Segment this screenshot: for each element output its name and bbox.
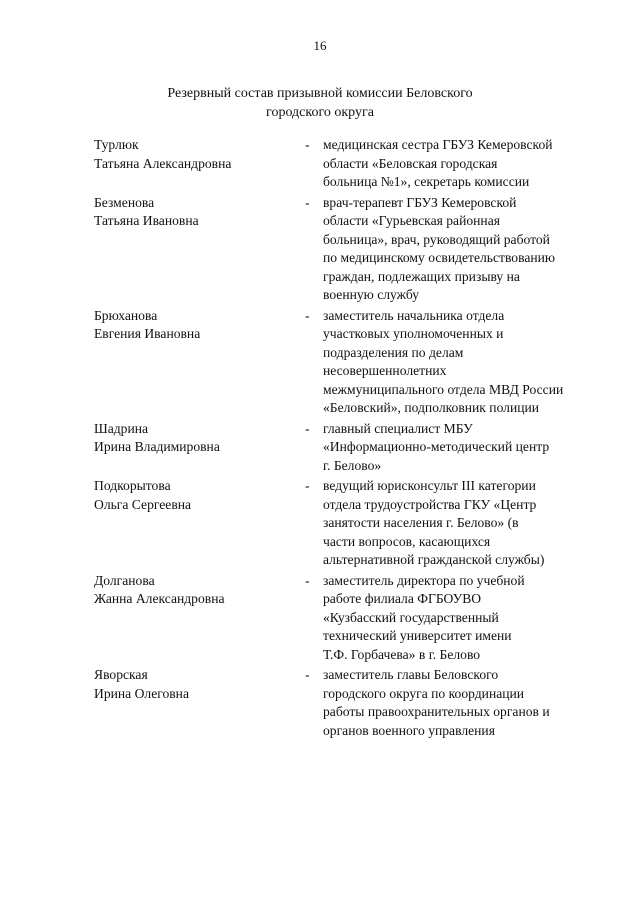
page-number: 16: [313, 38, 327, 53]
member-position: [323, 136, 593, 192]
position-line: военную службу: [323, 287, 420, 302]
position-line: Т.Ф. Горбачева» в г. Белово: [323, 646, 481, 662]
position-line: технический университет имени: [323, 628, 512, 643]
position-line: работе филиала ФГБОУВО: [323, 591, 482, 606]
member-given-names: Ирина Владимировна: [94, 439, 220, 454]
position-line: области «Гурьевская районная: [323, 213, 500, 228]
member-position: [323, 420, 593, 476]
position-line: отдела трудоустройства ГКУ «Центр: [323, 496, 537, 512]
member-position: [323, 477, 593, 570]
position-line: главный специалист МБУ: [323, 420, 473, 436]
member-name: [94, 666, 294, 703]
position-line: городского округа по координации: [323, 685, 525, 701]
member-given-names: Татьяна Александровна: [94, 155, 232, 171]
member-name: [94, 477, 294, 514]
position-line: заместитель главы Беловского: [323, 667, 499, 682]
member-surname: Турлюк: [94, 137, 139, 152]
member-position: [323, 666, 593, 740]
separator-dash: -: [305, 137, 310, 152]
member-given-names: Ирина Олеговна: [94, 685, 189, 701]
position-line: несовершеннолетних: [323, 363, 447, 378]
member-given-names: Жанна Александровна: [94, 591, 225, 606]
member-surname: Брюханова: [94, 307, 158, 323]
position-line: «Кузбасский государственный: [323, 609, 499, 625]
member-surname: Яворская: [94, 667, 148, 682]
member-entry-turlyuk: [0, 136, 640, 192]
position-line: занятости населения г. Белово» (в: [323, 515, 519, 530]
member-name: [94, 194, 294, 231]
position-line: г. Белово»: [323, 457, 382, 473]
separator-dash: -: [305, 572, 310, 588]
title-line-2: городского округа: [266, 105, 374, 120]
position-line: «Беловский», подполковник полиции: [323, 400, 540, 415]
position-line: органов военного управления: [323, 722, 495, 738]
member-entry-dolganova: [0, 572, 640, 665]
position-line: области «Беловская городская: [323, 155, 498, 171]
member-given-names: Евгения Ивановна: [94, 326, 201, 341]
position-line: межмуниципального отдела МВД России: [323, 381, 564, 397]
member-surname: Подкорытова: [94, 478, 171, 493]
member-name: [94, 136, 294, 173]
member-surname: Долганова: [94, 572, 155, 588]
position-line: по медицинскому освидетельствованию: [323, 250, 556, 265]
position-line: альтернативной гражданской службы): [323, 552, 545, 567]
position-line: ведущий юрисконсульт III категории: [323, 478, 536, 493]
member-position: [323, 572, 593, 665]
position-line: заместитель начальника отдела: [323, 307, 505, 323]
members-list: [0, 136, 640, 740]
separator-dash: -: [305, 194, 310, 210]
member-position: [323, 194, 593, 305]
position-line: больница №1», секретарь комиссии: [323, 174, 530, 189]
separator-dash: -: [305, 420, 310, 436]
member-surname: Безменова: [94, 194, 155, 210]
member-entry-bezmenova: [0, 194, 640, 305]
separator-dash: -: [305, 307, 310, 323]
member-entry-yavorskaya: [0, 666, 640, 740]
document-title: [120, 84, 520, 122]
member-name: [94, 420, 294, 457]
separator-dash: -: [305, 478, 310, 493]
member-entry-podkorytova: [0, 477, 640, 570]
member-given-names: Татьяна Ивановна: [94, 213, 199, 228]
position-line: медицинская сестра ГБУЗ Кемеровской: [323, 137, 553, 152]
member-entry-shadrina: [0, 420, 640, 476]
title-line-1: Резервный состав призывной комиссии Беловского: [167, 86, 473, 101]
member-name: [94, 307, 294, 344]
member-surname: Шадрина: [94, 420, 149, 436]
position-line: заместитель директора по учебной: [323, 572, 525, 588]
position-line: больница», врач, руководящий работой: [323, 231, 550, 247]
separator-dash: -: [305, 667, 310, 682]
position-line: граждан, подлежащих призыву на: [323, 268, 520, 284]
position-line: врач-терапевт ГБУЗ Кемеровской: [323, 194, 517, 210]
position-line: «Информационно-методический центр: [323, 439, 550, 454]
position-line: части вопросов, касающихся: [323, 533, 491, 549]
position-line: подразделения по делам: [323, 344, 464, 360]
member-name: [94, 572, 294, 609]
member-entry-bryukhanova: [0, 307, 640, 418]
position-line: участковых уполномоченных и: [323, 326, 504, 341]
member-given-names: Ольга Сергеевна: [94, 496, 192, 512]
position-line: работы правоохранительных органов и: [323, 704, 550, 719]
member-position: [323, 307, 593, 418]
